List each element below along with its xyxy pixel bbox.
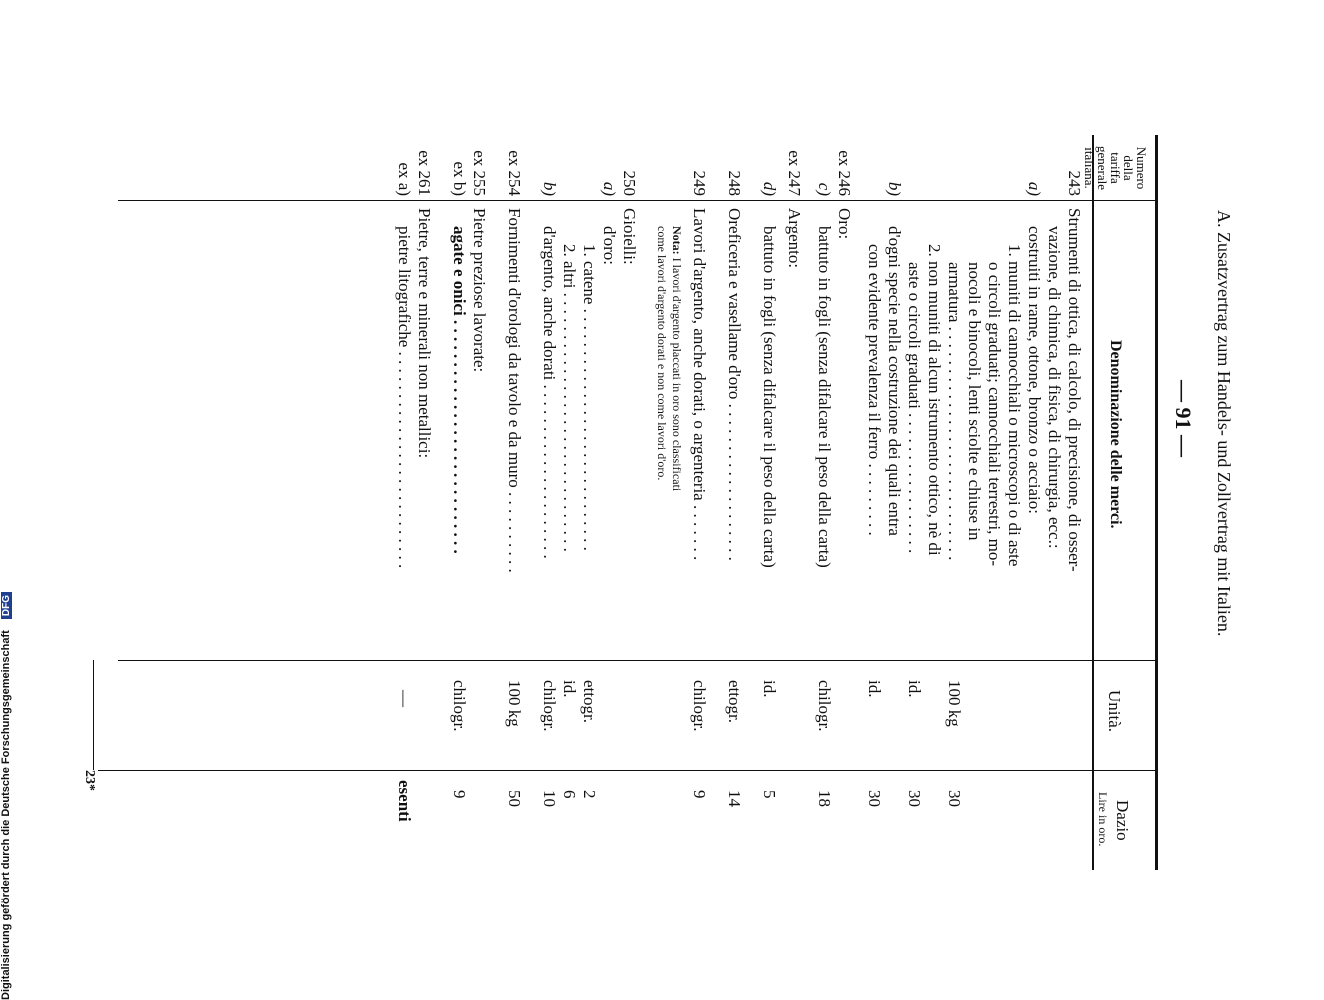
row-text: armatura . . . . . . . . . . . . . . . . . . . . . . . . . . . . <box>945 262 964 561</box>
row-num: b) <box>885 181 904 196</box>
row-text: battuto in fogli (senza difalcare il peso della carta) <box>815 226 834 568</box>
row-text: Lavori d'argento, anche dorati, o argenteria . . . . . . . <box>690 208 709 561</box>
row-text: 2. non muniti di alcun istrumento ottico, nè di <box>925 244 944 556</box>
row-num: 248 <box>725 170 744 196</box>
row-unit: chilogr. <box>540 680 559 732</box>
row-unit: id. <box>865 680 884 698</box>
row-duty: 9 <box>690 790 709 799</box>
row-duty: 30 <box>945 790 964 807</box>
row-duty: 18 <box>815 790 834 807</box>
row-duty: 9 <box>450 790 469 799</box>
row-text: d'argento, anche dorati . . . . . . . . . . . . . . . . . . . . . <box>540 226 559 559</box>
row-num: ex a) <box>395 162 414 196</box>
row-duty: 10 <box>540 790 559 807</box>
nota-line1: I lavori d'argento placcati in oro sono classificati <box>670 257 684 492</box>
row-unit: — <box>395 690 414 707</box>
row-text: agate e onici . . . . . . . . . . . . . . . . . . . . . . . . . . . . <box>450 226 469 554</box>
row-text: Fornimenti d'orologi da tavolo e da muro . . . . . . . . . . <box>505 208 524 573</box>
row-duty: 30 <box>865 790 884 807</box>
signature-mark: 23* <box>82 770 97 791</box>
row-num: ex 246 <box>835 150 854 196</box>
dfg-logo: DFG <box>1 592 12 619</box>
row-unit: ettogr. <box>580 680 599 723</box>
row-num: 250 <box>620 170 639 196</box>
row-text: battuto in fogli (senza difalcare il peso della carta) <box>760 226 779 568</box>
col-header-numero: Numero della tariffa generale italiana. <box>1082 145 1149 191</box>
row-num: a) <box>1025 181 1044 196</box>
page-number: — 91 — <box>1171 380 1196 457</box>
row-text: Pietre preziose lavorate: <box>470 208 489 373</box>
col-rule-2 <box>118 660 1158 661</box>
row-text: nocoli e binocoli, lenti sciolte e chiuse in <box>965 262 984 541</box>
row-unit: chilogr. <box>815 680 834 732</box>
nota <box>670 226 684 491</box>
row-text: 1. muniti di cannocchiali o microscopi o di aste <box>1005 244 1024 567</box>
row-num: ex 255 <box>470 150 489 196</box>
row-text: vazione, di chimica, di fisica, di chirurgia, ecc.: <box>1045 226 1064 549</box>
row-num: c) <box>815 182 834 196</box>
table-top-rule <box>1155 135 1158 870</box>
row-text: Pietre, terre e minerali non metallici: <box>415 208 434 459</box>
row-text: Gioielli: <box>620 208 639 265</box>
row-duty: 2 <box>580 790 599 799</box>
header-bottom-rule <box>1092 135 1094 870</box>
row-num: 249 <box>690 170 709 196</box>
row-text: costruiti in rame, ottone, bronzo o acciaio: <box>1025 226 1044 514</box>
credit-text: Digitalisierung gefördert durch die Deutsche Forschungsgemeinschaft <box>0 630 12 1000</box>
row-text: o circoli graduati; cannocchiali terrestri, mo- <box>985 262 1004 566</box>
row-num: ex b) <box>450 161 469 196</box>
row-unit: id. <box>905 680 924 698</box>
row-text: con evidente prevalenza il ferro . . . . . . . . . <box>865 244 884 536</box>
col-header-dazio: Dazio <box>1113 800 1132 841</box>
row-num: ex 247 <box>785 150 804 196</box>
row-duty: esenti <box>395 780 414 822</box>
row-num: a) <box>600 181 619 196</box>
digitization-credit <box>0 0 20 1000</box>
col-header-unita: Unità. <box>1105 690 1124 733</box>
row-text: Oro: <box>835 208 854 240</box>
row-text: Oreficeria e vasellame d'oro . . . . . . . . . . . . . . . . . . . <box>725 208 744 561</box>
row-num: 243 <box>1065 170 1084 196</box>
row-text: d'ogni specie nella costruzione dei quali entra <box>885 226 904 536</box>
row-duty: 30 <box>905 790 924 807</box>
row-unit: id. <box>560 680 579 698</box>
row-text: Strumenti di ottica, di calcolo, di precisione, di osser- <box>1065 208 1084 572</box>
row-duty: 6 <box>560 790 579 799</box>
row-unit: ettogr. <box>725 680 744 723</box>
row-unit: chilogr. <box>450 680 469 732</box>
row-unit: id. <box>760 680 779 698</box>
row-unit: 100 kg <box>945 680 964 727</box>
row-text: 1. catene . . . . . . . . . . . . . . . . . . . . . . . . . . . . . <box>580 244 599 551</box>
row-num: d) <box>760 181 779 196</box>
col-rule-1 <box>118 200 1158 201</box>
row-duty: 14 <box>725 790 744 807</box>
running-title: A. Zusatzvertrag zum Handels- und Zollvertrag mit Italien. <box>1214 210 1234 637</box>
row-text: pietre litografiche . . . . . . . . . . . . . . . . . . . . . . . . . . <box>395 226 414 569</box>
row-num: b) <box>540 181 559 196</box>
col-header-denominazione: Denominazione delle merci. <box>1107 340 1124 529</box>
row-unit: chilogr. <box>690 680 709 732</box>
col-header-dazio-sub: Lire in oro. <box>1096 792 1110 847</box>
row-duty: 50 <box>505 790 524 807</box>
row-num: ex 261 <box>415 150 434 196</box>
row-duty: 5 <box>760 790 779 799</box>
bottom-rule <box>93 660 94 770</box>
row-text: d'oro: <box>600 226 619 265</box>
nota-line2: come lavori d'argento dorati e non come lavori d'oro. <box>655 226 669 481</box>
row-num: ex 254 <box>505 150 524 196</box>
row-text: 2. altri . . . . . . . . . . . . . . . . . . . . . . . . . . . . . . . <box>560 244 579 552</box>
row-unit: 100 kg <box>505 680 524 727</box>
row-text: Argento: <box>785 208 804 269</box>
row-text: aste o circoli graduati . . . . . . . . . . . . . . . . . <box>905 262 924 554</box>
col-rule-3 <box>98 770 1158 771</box>
nota-label: Nota: <box>670 226 684 255</box>
